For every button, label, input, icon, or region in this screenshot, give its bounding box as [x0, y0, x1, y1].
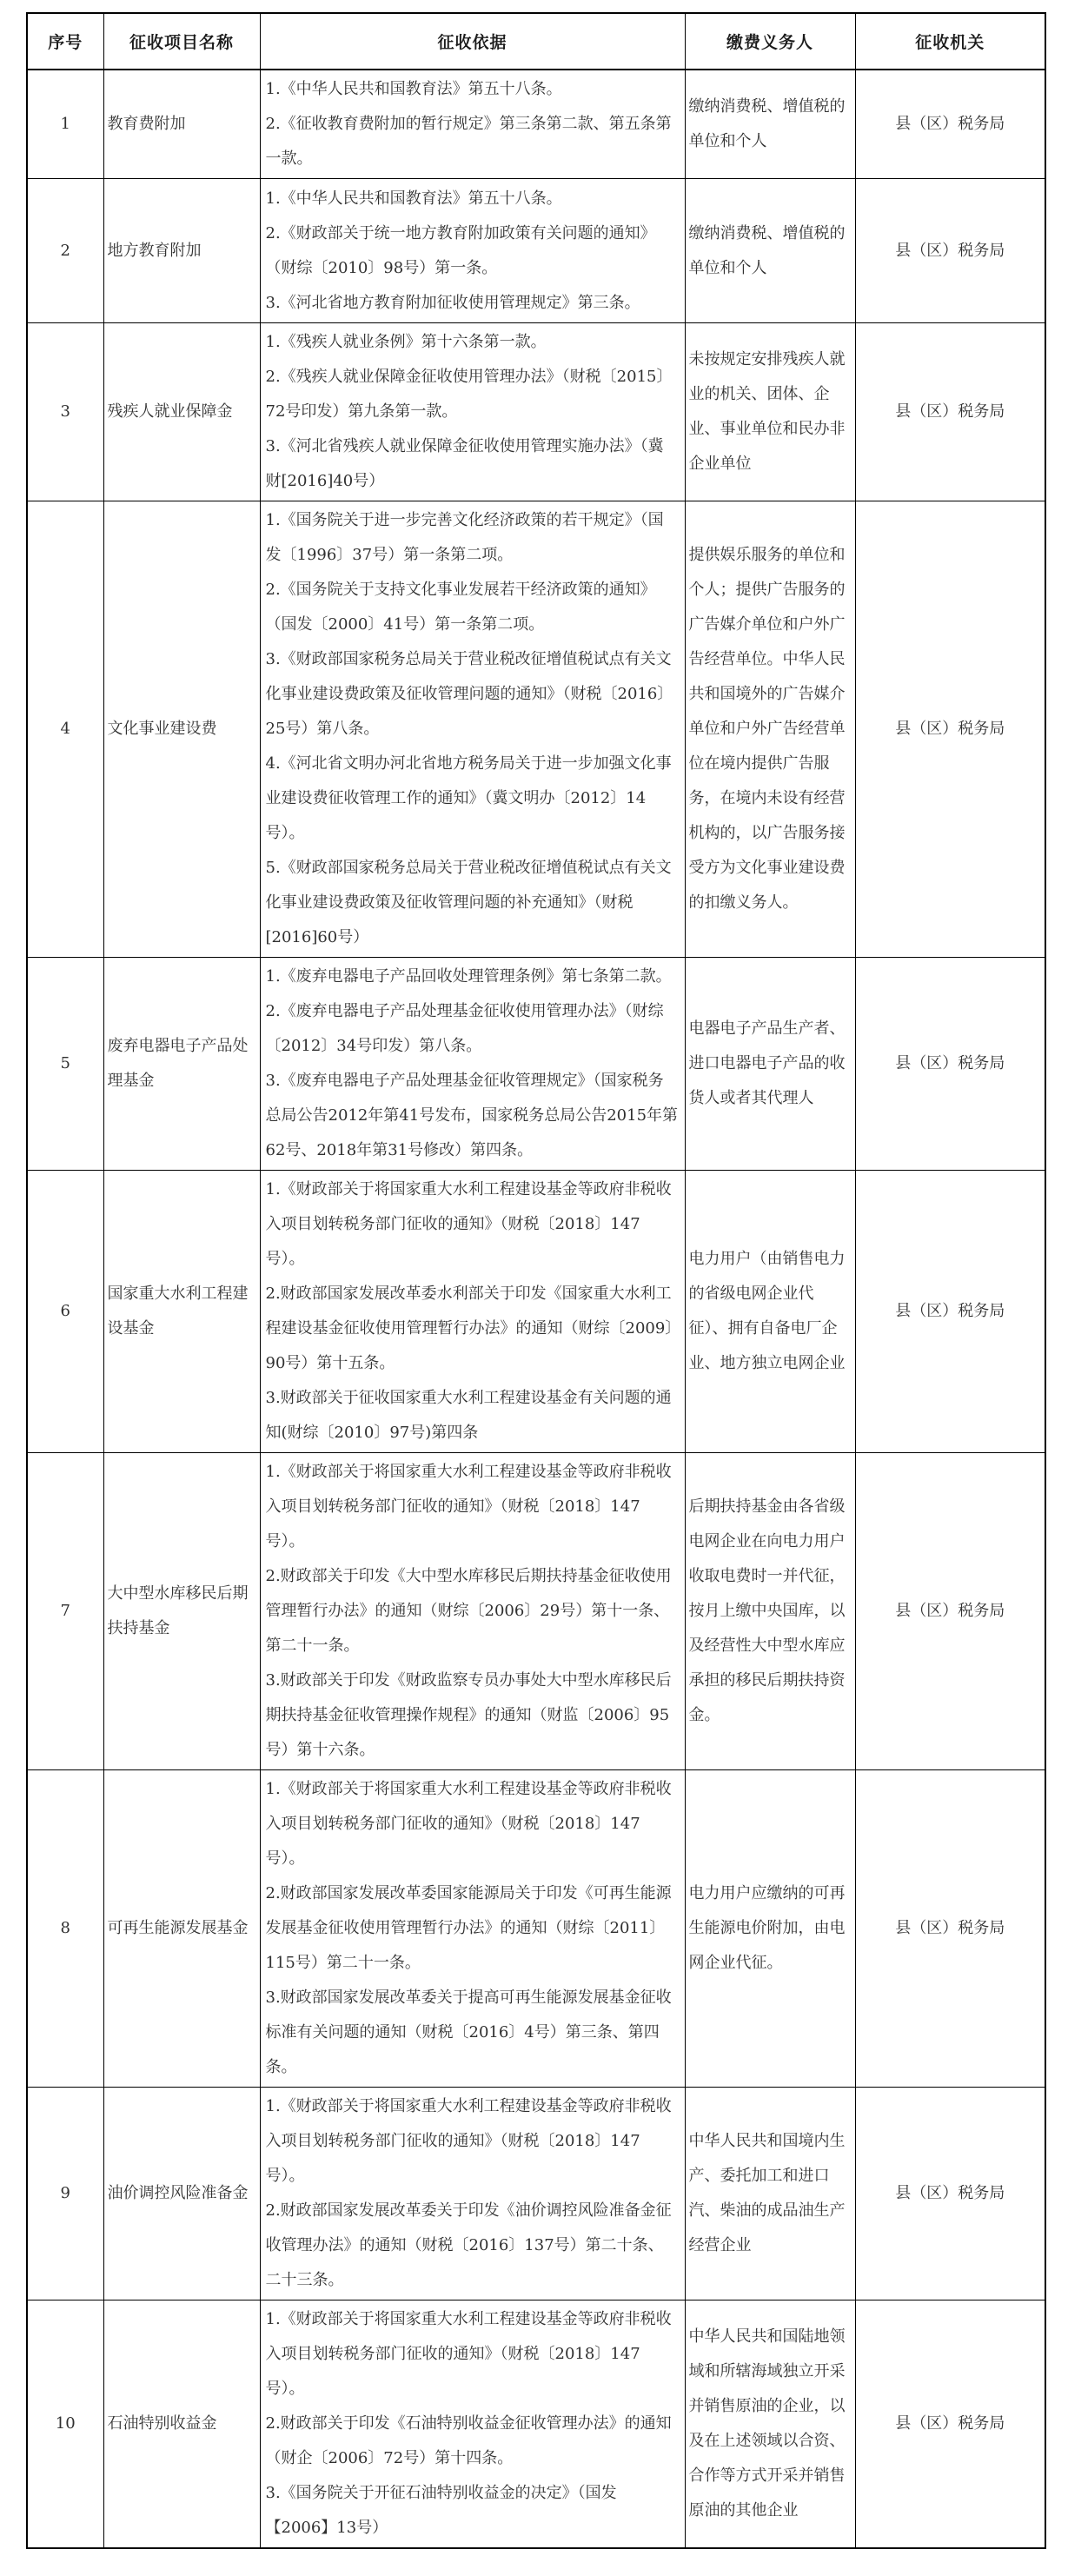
payer-text: 中华人民共和国陆地领域和所辖海域独立开采并销售原油的企业，以及在上述领域以合资、合作等方式开采并销售原油的其他企业 [688, 2327, 846, 2520]
basis-item: 3.财政部国家发展改革委关于提高可再生能源发展基金征收标准有关问题的通知（财税〔2016〕4号）第三条、第四条。 [265, 1988, 672, 2076]
item-name-cell: 教育费附加 [103, 70, 260, 179]
payer-cell [685, 958, 855, 1171]
payer-text: 缴纳消费税、增值税的单位和个人 [688, 223, 846, 277]
item-name-cell: 石油特别收益金 [103, 2300, 260, 2549]
item-name-cell: 文化事业建设费 [103, 501, 260, 958]
basis-item: 2.《财政部关于统一地方教育附加政策有关问题的通知》（财综〔2010〕98号）第一条。 [265, 223, 656, 277]
basis-item: 2.财政部国家发展改革委关于印发《油价调控风险准备金征收管理办法》的通知（财税〔2016〕137号）第二十条、二十三条。 [265, 2201, 672, 2289]
payer-text: 后期扶持基金由各省级电网企业在向电力用户收取电费时一并代征，按月上缴中央国库，以及经营性大中型水库应承担的移民后期扶持资金。 [688, 1497, 846, 1724]
basis-item: 1.《中华人民共和国教育法》第五十八条。 [265, 80, 562, 98]
serial-number-cell: 4 [27, 501, 103, 958]
basis-item: 2.《国务院关于支持文化事业发展若干经济政策的通知》（国发〔2000〕41号）第一条第二项。 [265, 581, 656, 634]
basis-item: 3.《河北省残疾人就业保障金征收使用管理实施办法》（冀财[2016]40号） [265, 437, 664, 490]
levy-basis-cell [260, 501, 685, 958]
basis-item: 1.《国务院关于进一步完善文化经济政策的若干规定》（国发〔1996〕37号）第一条第二项。 [265, 511, 664, 564]
basis-item: 2.《废弃电器电子产品处理基金征收使用管理办法》（财综〔2012〕34号印发）第八条。 [265, 1002, 664, 1055]
table-row [27, 70, 1045, 179]
serial-number-cell: 8 [27, 1770, 103, 2088]
item-name-cell: 废弃电器电子产品处理基金 [103, 958, 260, 1171]
table-row [27, 2088, 1045, 2300]
basis-item: 1.《中华人民共和国教育法》第五十八条。 [265, 189, 562, 208]
levy-basis-cell [260, 179, 685, 323]
basis-item: 2.财政部关于印发《石油特别收益金征收管理办法》的通知（财企〔2006〕72号）第十四条。 [265, 2414, 672, 2467]
serial-number-cell: 6 [27, 1171, 103, 1453]
basis-item: 1.《财政部关于将国家重大水利工程建设基金等政府非税收入项目划转税务部门征收的通知》（财税〔2018〕147号）。 [265, 2310, 672, 2398]
item-name-cell: 油价调控风险准备金 [103, 2088, 260, 2300]
levy-basis-cell [260, 958, 685, 1171]
serial-number-cell: 9 [27, 2088, 103, 2300]
payer-text: 电器电子产品生产者、进口电器电子产品的收货人或者其代理人 [688, 1019, 846, 1107]
payer-cell [685, 1770, 855, 2088]
basis-item: 1.《财政部关于将国家重大水利工程建设基金等政府非税收入项目划转税务部门征收的通知》（财税〔2018〕147号）。 [265, 1180, 672, 1268]
header-cell-serial-number: 序号 [27, 13, 103, 70]
basis-item: 3.《国务院关于开征石油特别收益金的决定》（国发【2006】13号） [265, 2484, 617, 2537]
levy-items-table [26, 12, 1046, 2549]
table-row [27, 1171, 1045, 1453]
levy-basis-cell [260, 1171, 685, 1453]
table-row [27, 1770, 1045, 2088]
payer-cell [685, 2088, 855, 2300]
basis-item: 2.《残疾人就业保障金征收使用管理办法》（财税〔2015〕72号印发）第九条第一款。 [265, 368, 673, 421]
item-name-cell: 残疾人就业保障金 [103, 323, 260, 501]
basis-item: 2.《征收教育费附加的暂行规定》第三条第二款、第五条第一款。 [265, 115, 672, 168]
levy-authority-cell: 县（区）税务局 [855, 1171, 1045, 1453]
basis-item: 1.《财政部关于将国家重大水利工程建设基金等政府非税收入项目划转税务部门征收的通知》（财税〔2018〕147号）。 [265, 2097, 672, 2185]
basis-item: 3.《废弃电器电子产品处理基金征收管理规定》（国家税务总局公告2012年第41号发布，国家税务总局公告2015年第62号、2018年第31号修改）第四条。 [265, 1072, 679, 1159]
levy-basis-cell [260, 323, 685, 501]
levy-authority-cell: 县（区）税务局 [855, 501, 1045, 958]
payer-cell [685, 2300, 855, 2549]
item-name-cell: 大中型水库移民后期扶持基金 [103, 1453, 260, 1770]
payer-text: 电力用户（由销售电力的省级电网企业代征）、拥有自备电厂企业、地方独立电网企业 [688, 1250, 846, 1372]
payer-cell [685, 323, 855, 501]
table-row [27, 958, 1045, 1171]
serial-number-cell: 1 [27, 70, 103, 179]
levy-authority-cell: 县（区）税务局 [855, 70, 1045, 179]
payer-text: 未按规定安排残疾人就业的机关、团体、企业、事业单位和民办非企业单位 [688, 350, 846, 473]
item-name-cell: 可再生能源发展基金 [103, 1770, 260, 2088]
basis-item: 3.财政部关于征收国家重大水利工程建设基金有关问题的通知(财综〔2010〕97号)第四条 [265, 1389, 672, 1442]
table-row [27, 1453, 1045, 1770]
levy-basis-cell [260, 2088, 685, 2300]
payer-text: 提供娱乐服务的单位和个人；提供广告服务的广告媒介单位和户外广告经营单位。中华人民共和国境外的广告媒介单位和户外广告经营单位在境内提供广告服务，在境内未设有经营机构的，以广告服务接受方为文化事业建设费的扣缴义务人。 [688, 546, 846, 912]
basis-item: 1.《财政部关于将国家重大水利工程建设基金等政府非税收入项目划转税务部门征收的通知》（财税〔2018〕147号）。 [265, 1780, 672, 1868]
serial-number-cell: 5 [27, 958, 103, 1171]
basis-item: 3.《河北省地方教育附加征收使用管理规定》第三条。 [265, 293, 640, 312]
basis-item: 2.财政部国家发展改革委水利部关于印发《国家重大水利工程建设基金征收使用管理暂行办法》的通知（财综〔2009〕90号）第十五条。 [265, 1285, 673, 1372]
levy-authority-cell: 县（区）税务局 [855, 2088, 1045, 2300]
header-cell-levy-authority: 征收机关 [855, 13, 1045, 70]
basis-item: 2.财政部关于印发《大中型水库移民后期扶持基金征收使用管理暂行办法》的通知（财综〔2006〕29号）第十一条、第二十一条。 [265, 1567, 672, 1655]
payer-text: 中华人民共和国境内生产、委托加工和进口汽、柴油的成品油生产经营企业 [688, 2132, 846, 2254]
header-cell-payer: 缴费义务人 [685, 13, 855, 70]
payer-cell [685, 1453, 855, 1770]
levy-authority-cell: 县（区）税务局 [855, 1770, 1045, 2088]
payer-cell [685, 501, 855, 958]
basis-item: 1.《财政部关于将国家重大水利工程建设基金等政府非税收入项目划转税务部门征收的通知》（财税〔2018〕147号）。 [265, 1463, 672, 1550]
basis-item: 3.《财政部国家税务总局关于营业税改征增值税试点有关文化事业建设费政策及征收管理问题的通知》（财税〔2016〕25号）第八条。 [265, 650, 673, 738]
table-row [27, 323, 1045, 501]
levy-authority-cell: 县（区）税务局 [855, 2300, 1045, 2549]
payer-text: 电力用户应缴纳的可再生能源电价附加，由电网企业代征。 [688, 1884, 846, 1972]
levy-authority-cell: 县（区）税务局 [855, 179, 1045, 323]
serial-number-cell: 7 [27, 1453, 103, 1770]
levy-basis-cell [260, 70, 685, 179]
item-name-cell: 国家重大水利工程建设基金 [103, 1171, 260, 1453]
basis-item: 5.《财政部国家税务总局关于营业税改征增值税试点有关文化事业建设费政策及征收管理问题的补充通知》（财税[2016]60号） [265, 859, 672, 946]
header-cell-item-name: 征收项目名称 [103, 13, 260, 70]
levy-authority-cell: 县（区）税务局 [855, 323, 1045, 501]
payer-cell [685, 179, 855, 323]
item-name-cell: 地方教育附加 [103, 179, 260, 323]
basis-item: 3.财政部关于印发《财政监察专员办事处大中型水库移民后期扶持基金征收管理操作规程》的通知（财监〔2006〕95号）第十六条。 [265, 1671, 672, 1759]
table-row [27, 501, 1045, 958]
serial-number-cell: 2 [27, 179, 103, 323]
serial-number-cell: 10 [27, 2300, 103, 2549]
table-row [27, 179, 1045, 323]
table-body [27, 70, 1045, 2548]
levy-basis-cell [260, 1770, 685, 2088]
basis-item: 2.财政部国家发展改革委国家能源局关于印发《可再生能源发展基金征收使用管理暂行办法》的通知（财综〔2011〕115号）第二十一条。 [265, 1884, 672, 1972]
table-row [27, 2300, 1045, 2549]
payer-cell [685, 1171, 855, 1453]
basis-item: 4.《河北省文明办河北省地方税务局关于进一步加强文化事业建设费征收管理工作的通知》（冀文明办〔2012〕14号）。 [265, 754, 672, 842]
payer-text: 缴纳消费税、增值税的单位和个人 [688, 97, 846, 150]
serial-number-cell: 3 [27, 323, 103, 501]
levy-basis-cell [260, 2300, 685, 2549]
payer-cell [685, 70, 855, 179]
levy-authority-cell: 县（区）税务局 [855, 1453, 1045, 1770]
header-cell-levy-basis: 征收依据 [260, 13, 685, 70]
levy-basis-cell [260, 1453, 685, 1770]
basis-item: 1.《残疾人就业条例》第十六条第一款。 [265, 333, 547, 351]
levy-authority-cell: 县（区）税务局 [855, 958, 1045, 1171]
table-header-row [27, 13, 1045, 70]
basis-item: 1.《废弃电器电子产品回收处理管理条例》第七条第二款。 [265, 967, 672, 986]
